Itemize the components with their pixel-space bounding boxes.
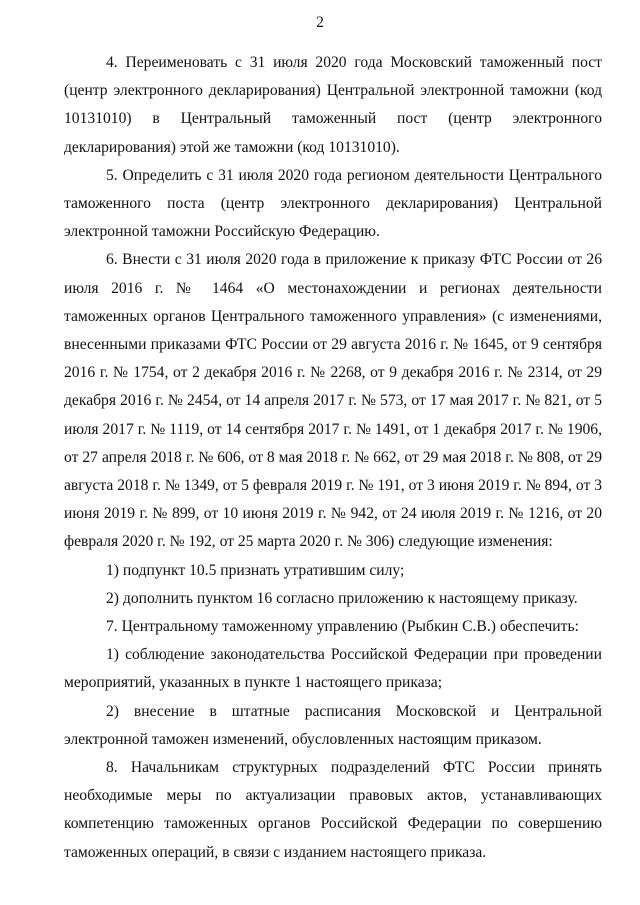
document-body	[64, 49, 602, 867]
paragraph-5: 5. Определить с 31 июля 2020 года регионом деятельности Центрального таможенного поста (центр электронного декларирования) Центральной электронной таможни Российскую Федерацию.	[64, 166, 602, 241]
paragraph-7-subitem-1: 1) соблюдение законодательства Российской Федерации при проведении мероприятий, указанных в пункте 1 настоящего приказа;	[64, 646, 602, 692]
paragraph-7-subitem-2: 2) внесение в штатные расписания Московской и Центральной электронной таможен изменений, обусловленных настоящим приказом.	[64, 702, 602, 748]
paragraph-6-subitem-2: 2) дополнить пунктом 16 согласно приложению к настоящему приказу.	[106, 589, 578, 607]
paragraph-7: 7. Центральному таможенному управлению (Рыбкин С.В.) обеспечить:	[106, 618, 579, 636]
paragraph-6: 6. Внести с 31 июля 2020 года в приложение к приказу ФТС России от 26 июля 2016 г. № 1464 «О местонахождении и регионах деятельности таможенных органов Центрального таможенного управления» (с изменениями, внесенными приказами ФТС России от 29 августа 2016 г. № 1645, от 9 сентября 2016 г. № 1754, от 2 декабря 2016 г. № 2268, от 9 декабря 2016 г. № 2314, от 29 декабря 2016 г. № 2454, от 14 апреля 2017 г. № 573, от 17 мая 2017 г. № 821, от 5 июля 2017 г. № 1119, от 14 сентября 2017 г. № 1491, от 1 декабря 2017 г. № 1906, от 27 апреля 2018 г. № 606, от 8 мая 2018 г. № 662, от 29 мая 2018 г. № 808, от 29 августа 2018 г. № 1349, от 5 февраля 2019 г. № 191, от 3 июня 2019 г. № 894, от 3 июня 2019 г. № 899, от 10 июня 2019 г. № 942, от 24 июля 2019 г. № 1216, от 20 февраля 2020 г. № 192, от 25 марта 2020 г. № 306) следующие изменения:	[64, 251, 602, 551]
paragraph-4: 4. Переименовать с 31 июля 2020 года Московский таможенный пост (центр электронного декларирования) Центральной электронной таможни (код 10131010) в Центральный таможенный пост (центр электронного декларирования) этой же таможни (код 10131010).	[64, 54, 602, 156]
paragraph-8: 8. Начальникам структурных подразделений ФТС России принять необходимые меры по актуализации правовых актов, устанавливающих компетенцию таможенных органов Российской Федерации по совершению таможенных операций, в связи с изданием настоящего приказа.	[64, 759, 602, 861]
page-number: 2	[316, 14, 324, 31]
paragraph-6-subitem-1: 1) подпункт 10.5 признать утратившим силу;	[106, 561, 405, 579]
